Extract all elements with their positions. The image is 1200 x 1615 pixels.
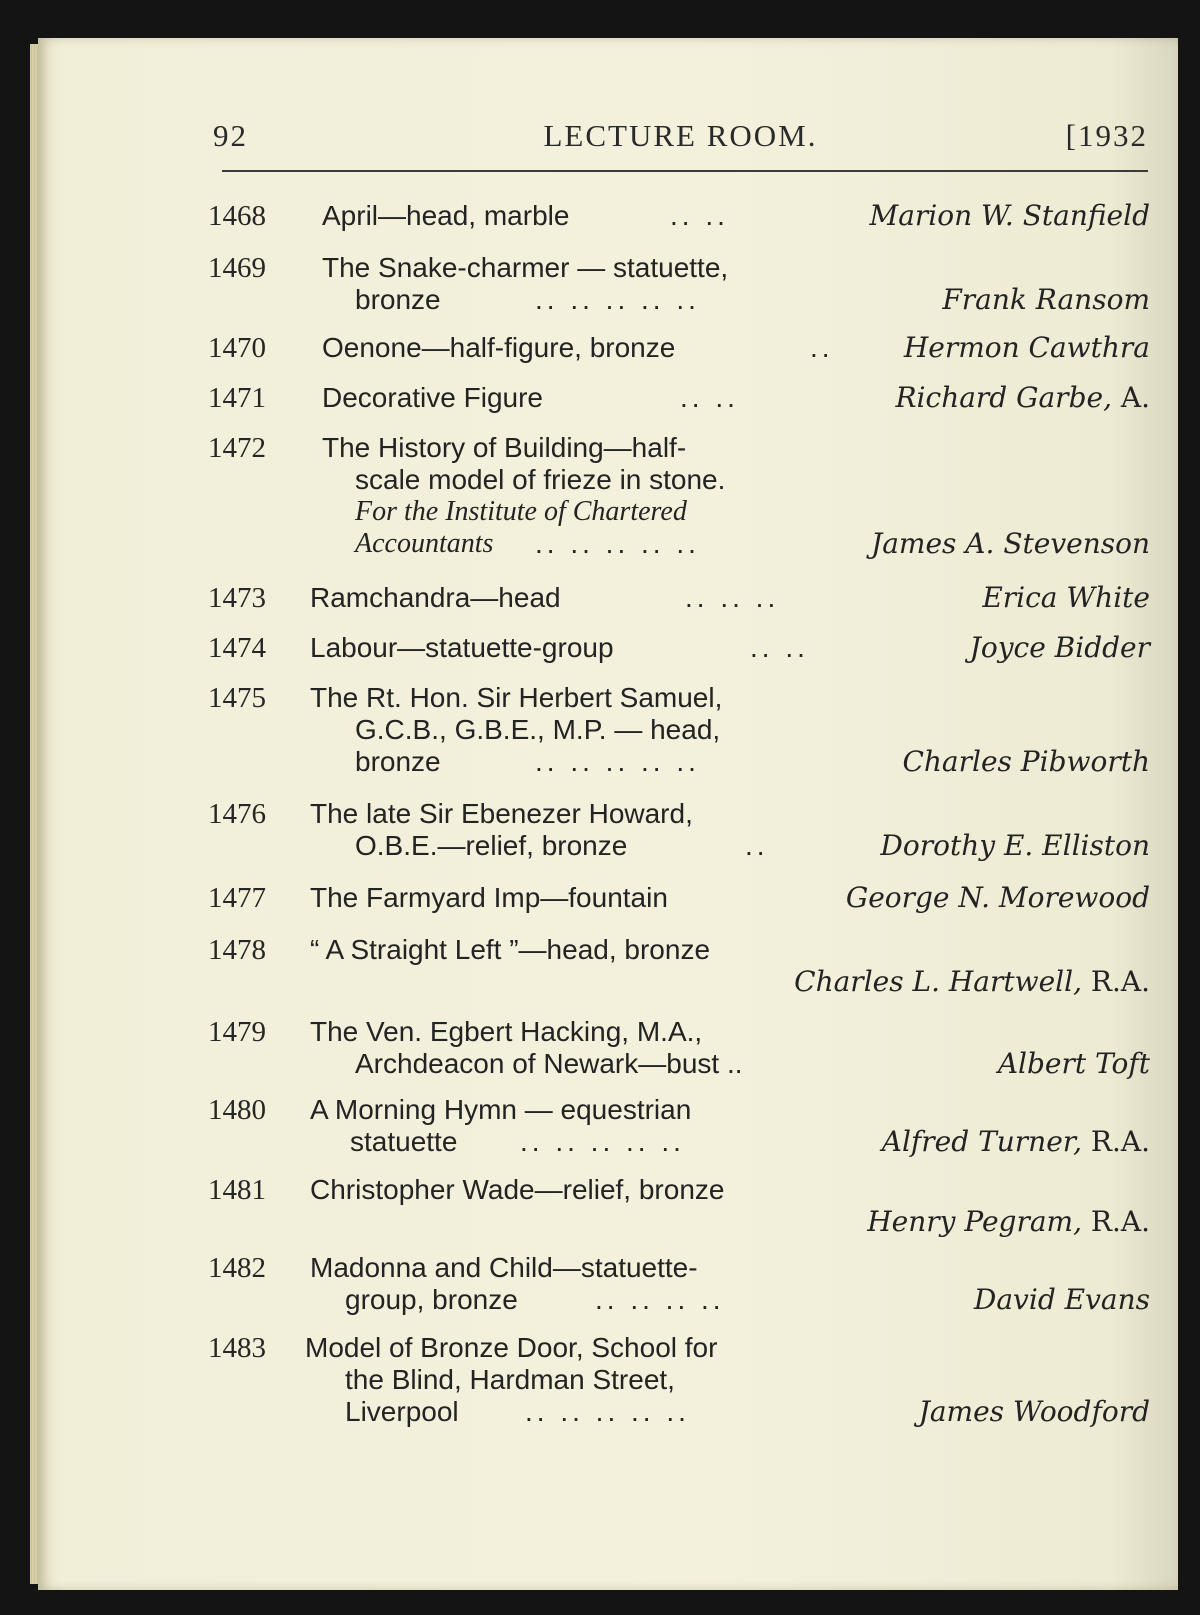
artist-name: Albert Toft (997, 1047, 1150, 1080)
entry-title-line: A Morning Hymn — equestrian (310, 1094, 692, 1125)
artist-name: George N. Morewood (845, 881, 1150, 914)
artist-name: Joyce Bidder (969, 631, 1150, 664)
entry-number: 1471 (208, 382, 266, 414)
leader-dots: .. .. .. .. .. (535, 528, 700, 559)
page-year: [1932 (1065, 118, 1148, 153)
entry-number: 1472 (208, 432, 266, 464)
entry-title-line: statuette (350, 1126, 458, 1157)
leader-dots: .. (745, 830, 769, 861)
entry-title-line: G.C.B., G.B.E., M.P. — head, (355, 714, 721, 745)
leader-dots: .. .. .. .. (595, 1284, 725, 1315)
entry-title-line: Accountants (355, 528, 494, 559)
leader-dots: .. .. .. .. .. (535, 284, 700, 315)
artist-name: Hermon Cawthra (903, 331, 1150, 364)
entry-title-line: The Farmyard Imp—fountain (310, 882, 668, 913)
catalogue-entry (200, 798, 1150, 862)
entry-title-line: scale model of frieze in stone. (355, 464, 726, 495)
artist-name: Alfred Turner, R.A. (881, 1125, 1150, 1158)
entry-title-line: group, bronze (345, 1284, 518, 1315)
entry-title-line: the Blind, Hardman Street, (345, 1364, 675, 1395)
entry-title-line: Liverpool (345, 1396, 459, 1427)
catalogue-entry (200, 432, 1150, 560)
entry-title-line: bronze (355, 284, 441, 315)
artist-name: Charles Pibworth (902, 745, 1150, 778)
catalogue-entry (200, 1016, 1150, 1080)
catalogue-entry (200, 1094, 1150, 1158)
entry-number: 1476 (208, 798, 266, 830)
entry-title-line: The History of Building—half- (322, 432, 687, 463)
entry-title-line: April—head, marble (322, 200, 570, 231)
entry-title-line: Labour—statuette-group (310, 632, 614, 663)
leader-dots: .. .. .. .. .. (520, 1126, 685, 1157)
leader-dots: .. .. (670, 200, 729, 231)
leader-dots: .. .. (750, 632, 809, 663)
catalogue-entry (200, 582, 1150, 614)
leader-dots: .. .. (680, 382, 739, 413)
entry-number: 1475 (208, 682, 266, 714)
catalogue-entry (200, 252, 1150, 316)
entry-number: 1482 (208, 1252, 266, 1284)
catalogue-entry (200, 1252, 1150, 1316)
artist-name: James A. Stevenson (870, 527, 1150, 560)
entry-title-line: The late Sir Ebenezer Howard, (310, 798, 693, 829)
entry-title-line: Model of Bronze Door, School for (305, 1332, 718, 1363)
artist-name: Henry Pegram, R.A. (867, 1205, 1150, 1238)
page-header (213, 118, 1148, 158)
entry-number: 1474 (208, 632, 266, 664)
entry-number: 1469 (208, 252, 266, 284)
catalogue-entry (200, 882, 1150, 914)
artist-name: Frank Ransom (942, 283, 1150, 316)
entry-title-line: Madonna and Child—statuette- (310, 1252, 698, 1283)
entry-title-line: Christopher Wade—relief, bronze (310, 1174, 725, 1205)
entry-number: 1477 (208, 882, 266, 914)
page-number: 92 (213, 118, 248, 153)
artist-name: Erica White (982, 581, 1150, 614)
entry-title-line: “ A Straight Left ”—head, bronze (310, 934, 711, 965)
entry-number: 1473 (208, 582, 266, 614)
entry-number: 1483 (208, 1332, 266, 1364)
entry-title-line: The Rt. Hon. Sir Herbert Samuel, (310, 682, 723, 713)
entry-number: 1480 (208, 1094, 266, 1126)
entry-number: 1478 (208, 934, 266, 966)
page-title: LECTURE ROOM. (543, 118, 818, 153)
catalogue-entry (200, 382, 1150, 414)
artist-name: Richard Garbe, A. (895, 381, 1150, 414)
catalogue-entry (200, 1332, 1150, 1428)
entry-number: 1470 (208, 332, 266, 364)
artist-name: David Evans (973, 1283, 1150, 1316)
entry-number: 1468 (208, 200, 266, 232)
catalogue-entry (200, 200, 1150, 232)
catalogue-entry (200, 632, 1150, 664)
entry-title-line: Archdeacon of Newark—bust .. (355, 1048, 743, 1079)
catalogue-entry (200, 332, 1150, 364)
entry-title-line: O.B.E.—relief, bronze (355, 830, 628, 861)
entry-number: 1479 (208, 1016, 266, 1048)
entry-number: 1481 (208, 1174, 266, 1206)
entry-title-line: The Snake-charmer — statuette, (322, 252, 729, 283)
header-rule (222, 170, 1148, 172)
entry-title-line: Ramchandra—head (310, 582, 561, 613)
artist-name: James Woodford (918, 1395, 1150, 1428)
leader-dots: .. .. .. .. .. (535, 746, 700, 777)
catalogue-entry (200, 934, 1150, 998)
entry-title-line: bronze (355, 746, 441, 777)
artist-name: Marion W. Stanfield (869, 199, 1150, 232)
entry-title-line: Oenone—half-figure, bronze (322, 332, 676, 363)
artist-name: Dorothy E. Elliston (880, 829, 1150, 862)
leader-dots: .. (810, 332, 834, 363)
leader-dots: .. .. .. (685, 582, 780, 613)
leader-dots: .. .. .. .. .. (525, 1396, 690, 1427)
entry-title-line: The Ven. Egbert Hacking, M.A., (310, 1016, 703, 1047)
catalogue-entry (200, 682, 1150, 778)
entry-title-line: Decorative Figure (322, 382, 543, 413)
artist-name: Charles L. Hartwell, R.A. (794, 965, 1150, 998)
entry-title-line: For the Institute of Chartered (355, 496, 687, 527)
catalogue-entry (200, 1174, 1150, 1238)
